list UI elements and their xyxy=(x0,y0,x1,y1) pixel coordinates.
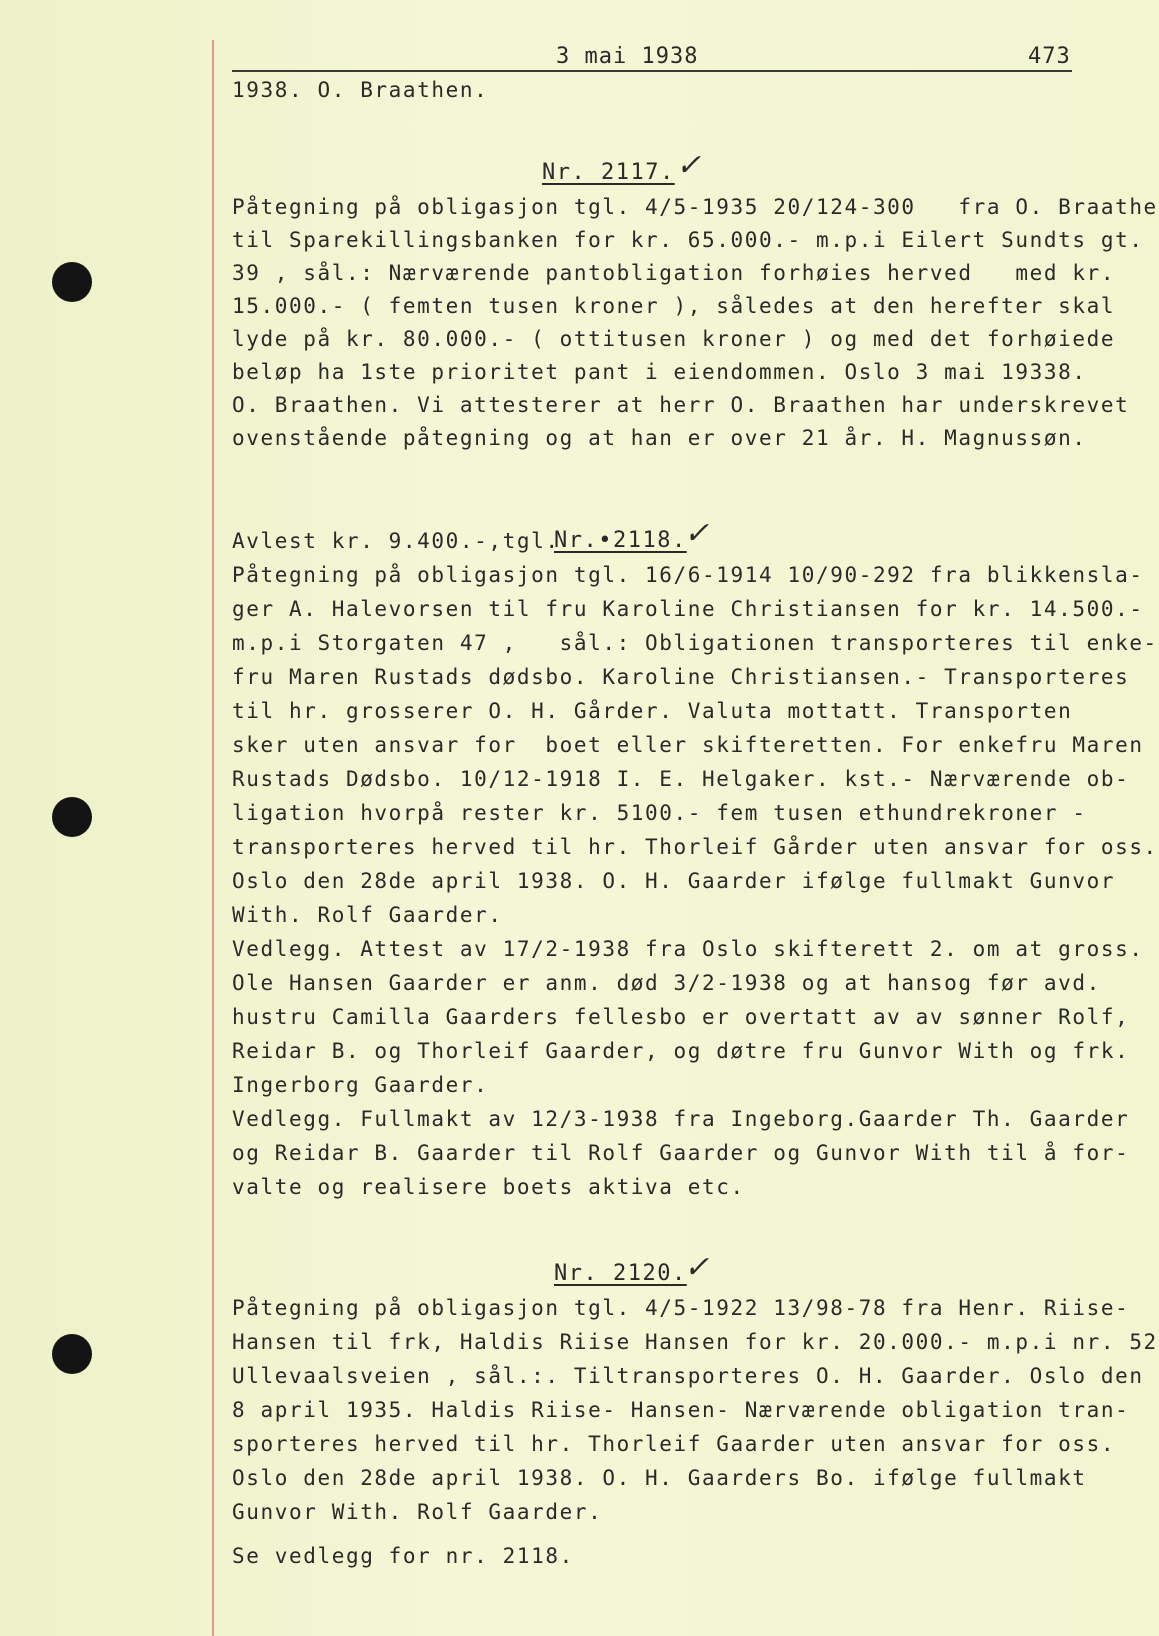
text-line: With. Rolf Gaarder. xyxy=(232,903,503,927)
header-date: 3 mai 1938 xyxy=(556,44,699,69)
text-line: Se vedlegg for nr. 2118. xyxy=(232,1544,574,1568)
text-line: lyde på kr. 80.000.- ( ottitusen kroner ) og med det forhøiede xyxy=(232,327,1116,351)
binder-hole xyxy=(52,262,92,302)
text-line: Gunvor With. Rolf Gaarder. xyxy=(232,1500,603,1524)
text-line: Påtegning på obligasjon tgl. 4/5-1935 20/124-300 fra O. Braathe xyxy=(232,195,1158,219)
text-line: sporteres herved til hr. Thorleif Gaarder uten ansvar for oss. xyxy=(232,1432,1116,1456)
text-line: 39 , sål.: Nærværende pantobligation forhøies herved med kr. xyxy=(232,261,1116,285)
text-line: Ullevaalsveien , sål.:. Tiltransporteres O. H. Gaarder. Oslo den xyxy=(232,1364,1144,1388)
text-line: Oslo den 28de april 1938. O. H. Gaarder ifølge fullmakt Gunvor xyxy=(232,869,1116,893)
text-line: Hansen til frk, Haldis Riise Hansen for kr. 20.000.- m.p.i nr. 52 xyxy=(232,1330,1158,1354)
text-line: transporteres herved til hr. Thorleif Gårder uten ansvar for oss. xyxy=(232,835,1158,859)
text-line: beløp ha 1ste prioritet pant i eiendommen. Oslo 3 mai 19338. xyxy=(232,360,1087,384)
text-line: ligation hvorpå rester kr. 5100.- fem tusen ethundrekroner - xyxy=(232,801,1087,825)
text-line: hustru Camilla Gaarders fellesbo er overtatt av av sønner Rolf, xyxy=(232,1005,1130,1029)
text-line: sker uten ansvar for boet eller skifteretten. For enkefru Maren xyxy=(232,733,1144,757)
text-line: valte og realisere boets aktiva etc. xyxy=(232,1175,745,1199)
entry-title: Nr. 2117. xyxy=(542,160,675,185)
binder-hole xyxy=(52,797,92,837)
header-rule xyxy=(232,70,1072,72)
text-line: Reidar B. og Thorleif Gaarder, og døtre fru Gunvor With og frk. xyxy=(232,1039,1130,1063)
text-line: Påtegning på obligasjon tgl. 4/5-1922 13/98-78 fra Henr. Riise- xyxy=(232,1296,1130,1320)
entry-title: Nr.•2118. xyxy=(554,528,687,553)
check-mark: ✓ xyxy=(676,148,702,183)
text-line: til Sparekillingsbanken for kr. 65.000.- m.p.i Eilert Sundts gt. xyxy=(232,228,1144,252)
text-line: Påtegning på obligasjon tgl. 16/6-1914 10/90-292 fra blikkensla- xyxy=(232,563,1144,587)
text-line: Vedlegg. Fullmakt av 12/3-1938 fra Ingeborg.Gaarder Th. Gaarder xyxy=(232,1107,1130,1131)
page-number: 473 xyxy=(1028,44,1071,69)
text-line: Oslo den 28de april 1938. O. H. Gaarders Bo. ifølge fullmakt xyxy=(232,1466,1087,1490)
text-line: 8 april 1935. Haldis Riise- Hansen- Nærværende obligation tran- xyxy=(232,1398,1130,1422)
text-line: Ingerborg Gaarder. xyxy=(232,1073,489,1097)
margin-line xyxy=(212,40,214,1636)
text-line: O. Braathen. Vi attesterer at herr O. Braathen har underskrevet xyxy=(232,393,1130,417)
text-line: 15.000.- ( femten tusen kroner ), således at den herefter skal xyxy=(232,294,1116,318)
text-line: m.p.i Storgaten 47 , sål.: Obligationen transporteres til enke- xyxy=(232,631,1158,655)
text-line: Vedlegg. Attest av 17/2-1938 fra Oslo skifterett 2. om at gross. xyxy=(232,937,1144,961)
header-subtitle: 1938. O. Braathen. xyxy=(232,78,489,102)
text-line: Rustads Dødsbo. 10/12-1918 I. E. Helgaker. kst.- Nærværende ob- xyxy=(232,767,1130,791)
check-mark: ✓ xyxy=(684,1250,710,1285)
check-mark: ✓ xyxy=(684,516,710,551)
text-line: og Reidar B. Gaarder til Rolf Gaarder og Gunvor With til å for- xyxy=(232,1141,1130,1165)
text-line: Ole Hansen Gaarder er anm. død 3/2-1938 og at hansog før avd. xyxy=(232,971,1101,995)
binder-hole xyxy=(52,1334,92,1374)
entry-title: Nr. 2120. xyxy=(554,1261,687,1286)
entry-prefix: Avlest kr. 9.400.-,tgl. xyxy=(232,529,560,553)
text-line: fru Maren Rustads dødsbo. Karoline Christiansen.- Transporteres xyxy=(232,665,1130,689)
text-line: ger A. Halevorsen til fru Karoline Christiansen for kr. 14.500.- xyxy=(232,597,1144,621)
text-line: ovenstående påtegning og at han er over 21 år. H. Magnussøn. xyxy=(232,426,1087,450)
text-line: til hr. grosserer O. H. Gårder. Valuta mottatt. Transporten xyxy=(232,699,1073,723)
